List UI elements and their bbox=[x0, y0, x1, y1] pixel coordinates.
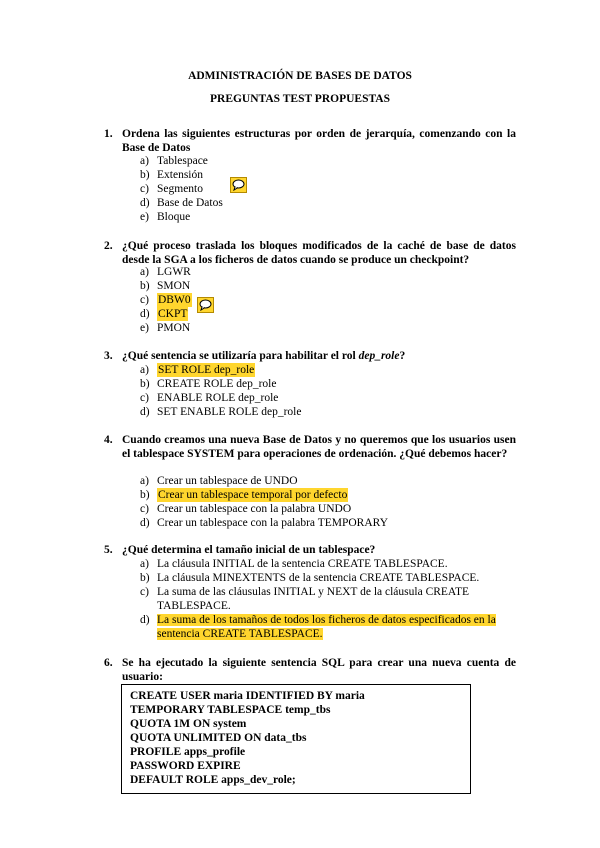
option-highlighted: d) CKPT bbox=[140, 308, 188, 320]
option: a) Crear un tablespace de UNDO bbox=[140, 475, 298, 487]
question-2-options bbox=[140, 265, 510, 335]
code-line: QUOTA UNLIMITED ON data_tbs bbox=[130, 732, 307, 744]
code-line: PASSWORD EXPIRE bbox=[130, 760, 241, 772]
question-text: ¿Qué proceso traslada los bloques modificados de la caché de base de datos desde la SGA a los ficheros de datos cuando se produce un checkpoint? bbox=[122, 240, 516, 266]
option: d) SET ENABLE ROLE dep_role bbox=[140, 406, 302, 418]
question-3-options bbox=[140, 363, 510, 419]
question-text: Ordena las siguientes estructuras por orden de jerarquía, comenzando con la Base de Datos bbox=[122, 128, 516, 154]
option: c) La suma de las cláusulas INITIAL y NEXT de la cláusula CREATE TABLESPACE. bbox=[140, 586, 470, 612]
question-6 bbox=[104, 656, 516, 684]
option: a) LGWR bbox=[140, 266, 191, 278]
code-line: DEFAULT ROLE apps_dev_role; bbox=[130, 774, 296, 786]
code-line: PROFILE apps_profile bbox=[130, 746, 246, 758]
question-number: 6. bbox=[104, 657, 113, 669]
question-5 bbox=[104, 543, 516, 557]
comment-icon[interactable] bbox=[230, 177, 247, 193]
question-text: ¿Qué determina el tamaño inicial de un tablespace? bbox=[122, 544, 376, 556]
code-line: QUOTA 1M ON system bbox=[130, 718, 247, 730]
question-number: 1. bbox=[104, 128, 113, 140]
question-number: 5. bbox=[104, 544, 113, 556]
option-highlighted: b) Crear un tablespace temporal por defecto bbox=[140, 489, 348, 501]
question-number: 3. bbox=[104, 350, 113, 362]
option: b) SMON bbox=[140, 280, 191, 292]
option: e) Bloque bbox=[140, 211, 191, 223]
option: c) Segmento bbox=[140, 183, 203, 195]
question-text: ¿Qué sentencia se utilizaría para habilitar el rol dep_role? bbox=[122, 350, 406, 362]
question-5-options bbox=[140, 557, 500, 641]
option: a) Tablespace bbox=[140, 155, 208, 167]
option-highlighted: d) La suma de los tamaños de todos los ficheros de datos especificados en la sentencia CREATE TABLESPACE. bbox=[140, 614, 496, 640]
option-highlighted: c) DBW0 bbox=[140, 294, 191, 306]
option-highlighted: a) SET ROLE dep_role bbox=[140, 364, 255, 376]
code-line: TEMPORARY TABLESPACE temp_tbs bbox=[130, 704, 331, 716]
option: e) PMON bbox=[140, 322, 191, 334]
question-text: Cuando creamos una nueva Base de Datos y no queremos que los usuarios usen el tablespace SYSTEM para operaciones de ordenación. ¿Qué debemos hacer? bbox=[122, 434, 516, 460]
question-4 bbox=[104, 433, 516, 461]
question-number: 4. bbox=[104, 434, 113, 446]
question-3 bbox=[104, 349, 516, 363]
comment-icon[interactable] bbox=[197, 297, 214, 313]
option: b) CREATE ROLE dep_role bbox=[140, 378, 277, 390]
option: b) Extensión bbox=[140, 169, 203, 181]
question-1 bbox=[104, 127, 516, 155]
option: a) La cláusula INITIAL de la sentencia CREATE TABLESPACE. bbox=[140, 558, 448, 570]
question-1-options bbox=[140, 154, 510, 224]
document-subtitle: PREGUNTAS TEST PROPUESTAS bbox=[209, 93, 390, 105]
option: d) Crear un tablespace con la palabra TEMPORARY bbox=[140, 517, 388, 529]
code-line: CREATE USER maria IDENTIFIED BY maria bbox=[130, 690, 365, 702]
option: c) ENABLE ROLE dep_role bbox=[140, 392, 279, 404]
document-title: ADMINISTRACIÓN DE BASES DE DATOS bbox=[188, 70, 412, 82]
sql-code-block bbox=[121, 684, 471, 794]
question-4-options bbox=[140, 474, 510, 530]
option: d) Base de Datos bbox=[140, 197, 223, 209]
option: b) La cláusula MINEXTENTS de la sentencia CREATE TABLESPACE. bbox=[140, 572, 480, 584]
question-2 bbox=[104, 239, 516, 267]
question-text: Se ha ejecutado la siguiente sentencia SQL para crear una nueva cuenta de usuario: bbox=[122, 657, 516, 683]
option: c) Crear un tablespace con la palabra UNDO bbox=[140, 503, 352, 515]
question-number: 2. bbox=[104, 240, 113, 252]
